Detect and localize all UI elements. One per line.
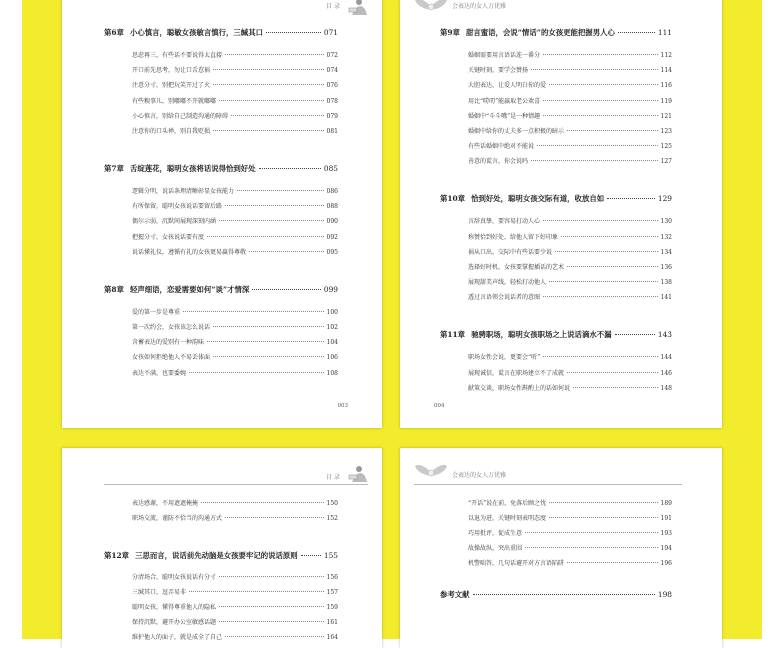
dot-leader: [573, 387, 658, 388]
section-entry[interactable]: [468, 498, 672, 507]
page-header: 目 录: [326, 474, 340, 481]
section-entry[interactable]: [468, 80, 672, 89]
section-page: 086: [326, 188, 338, 195]
dot-leader: [549, 281, 658, 282]
section-page: 072: [326, 52, 338, 59]
dot-leader: [531, 160, 658, 161]
section-page: 102: [326, 324, 338, 331]
section-page: 114: [660, 67, 672, 75]
dot-leader: [543, 54, 658, 55]
dot-leader: [213, 84, 324, 85]
section-title: 祸从口出，交际中有些话要少说: [468, 248, 553, 256]
section-title: 偶尔示弱，沉默间展现深刻内涵: [132, 218, 217, 226]
section-page: 196: [660, 560, 672, 567]
section-title: 婚姻需要用言语话连一番分: [468, 52, 541, 59]
section-title: 用比“唠叨”能赢取老公欢喜: [468, 97, 541, 105]
section-entry[interactable]: [132, 352, 338, 361]
chapter-title: 舌绽莲花，聪明女孩将话说得恰到好处: [129, 164, 256, 173]
section-title: 表达感谢，不用遮遮掩掩: [132, 500, 199, 507]
dot-leader: [525, 547, 658, 548]
section-entry[interactable]: [132, 587, 338, 596]
section-entry[interactable]: [468, 543, 672, 552]
section-title: 以退为进，关键时刻表明态度: [468, 515, 547, 522]
section-entry[interactable]: [132, 247, 338, 256]
section-title: “开话”说在前，免落后顾之忧: [468, 500, 547, 507]
section-entry[interactable]: [132, 513, 338, 522]
section-entry[interactable]: [468, 111, 672, 120]
toc-page-bottom-left: [62, 448, 382, 648]
section-entry[interactable]: [132, 126, 338, 135]
dot-leader: [537, 145, 658, 146]
section-entry[interactable]: [468, 96, 672, 105]
section-title: 关键时刻，要学会赞扬: [468, 67, 529, 75]
section-page: 121: [660, 112, 672, 120]
section-page: 092: [326, 233, 338, 241]
section-page: 106: [326, 354, 338, 362]
reading-person-icon: [346, 0, 368, 15]
header-rule: [104, 484, 368, 485]
dot-leader: [213, 69, 324, 70]
section-page: 112: [660, 52, 672, 59]
section-entry[interactable]: [468, 50, 672, 59]
page-header: 会表达的女人万优雅: [452, 3, 507, 10]
chapter-title: 驰骋职场，聪明女孩职场之上说话滴水不漏: [471, 330, 612, 340]
section-page: 078: [326, 97, 338, 105]
dot-leader: [231, 115, 324, 116]
section-page: 146: [660, 369, 672, 377]
section-title: 善意的谎言，你会说吗: [468, 158, 529, 166]
dot-leader: [549, 84, 658, 85]
section-title: 机警咄答，几句话避开对方言语陷阱: [468, 560, 565, 567]
section-page: 074: [326, 67, 338, 75]
section-page: 125: [660, 143, 672, 151]
section-entry[interactable]: [132, 65, 338, 74]
section-page: 108: [326, 369, 338, 377]
dot-leader: [607, 198, 655, 199]
section-entry[interactable]: [468, 277, 672, 286]
section-entry[interactable]: [132, 186, 338, 195]
chapter-entry[interactable]: [104, 27, 338, 38]
section-title: 把握分寸，女孩说话要有度: [132, 233, 205, 241]
section-page: 076: [326, 82, 338, 90]
section-page: 194: [660, 545, 672, 552]
section-page: 127: [660, 158, 672, 166]
section-title: 表达不满，也要委婉: [132, 369, 187, 377]
dot-leader: [615, 334, 655, 335]
chapter-number: 第11章: [440, 330, 466, 340]
dot-leader: [213, 356, 324, 357]
chapter-page: 143: [657, 330, 672, 340]
section-entry[interactable]: [468, 383, 672, 392]
section-entry[interactable]: [132, 50, 338, 59]
dot-leader: [567, 562, 658, 563]
dot-leader: [183, 311, 324, 312]
section-entry[interactable]: [468, 216, 672, 225]
dot-leader: [259, 168, 321, 169]
section-title: 巧用批评，促成生意: [468, 530, 523, 537]
chapter-page: 129: [657, 194, 672, 204]
section-title: 注意分寸，别把玩笑开过了火: [132, 82, 211, 90]
chapter-number: 第7章: [104, 164, 124, 173]
section-page: 119: [660, 97, 672, 105]
dot-leader: [555, 251, 658, 252]
dot-leader: [213, 326, 324, 327]
section-title: 聪明女孩，懂得尊重他人的隐私: [132, 604, 217, 611]
section-entry[interactable]: [468, 232, 672, 241]
section-page: 148: [660, 384, 672, 392]
section-title: 爱的第一步是尊重: [132, 308, 181, 316]
header-rule: [414, 484, 682, 485]
chapter-entry[interactable]: [104, 550, 338, 561]
toc-page-top-right: [400, 0, 722, 428]
references-page: 198: [657, 590, 672, 599]
section-entry[interactable]: [468, 141, 672, 150]
dot-leader: [301, 555, 321, 556]
reading-person-icon: [346, 464, 368, 482]
chapter-page: 155: [323, 551, 338, 560]
dot-leader: [567, 130, 658, 131]
angel-wings-icon: [414, 0, 448, 16]
section-title: 小心慎言，别给自己制造沟通的障碍: [132, 112, 229, 120]
section-entry[interactable]: [468, 368, 672, 377]
section-title: 选择好时机，女孩要掌握插话的艺术: [468, 264, 565, 271]
dot-leader: [549, 502, 657, 503]
dot-leader: [207, 236, 324, 237]
section-title: 透过言语领会说话者的意图: [468, 294, 541, 302]
chapter-entry[interactable]: [440, 193, 672, 204]
section-page: 161: [326, 619, 338, 626]
dot-leader: [618, 32, 655, 33]
dot-leader: [189, 372, 324, 373]
dot-leader: [237, 190, 324, 191]
section-title: 思虑再三，有些话不要说得太直接: [132, 52, 223, 59]
page-header: 会表达的女人万优雅: [452, 472, 507, 479]
section-page: 138: [660, 279, 672, 287]
dot-leader: [543, 296, 658, 297]
section-title: 女孩如何拒绝他人不易丢体面: [132, 354, 211, 362]
section-title: 保持沉默，避开办公室敏感话题: [132, 619, 217, 626]
dot-leader: [189, 591, 324, 592]
dot-leader: [567, 266, 658, 267]
chapter-page: 071: [323, 28, 338, 37]
dot-leader: [201, 502, 324, 503]
section-entry[interactable]: [132, 498, 338, 507]
section-title: 有些糗事儿，别嘟嘟不开就嘟嘟: [132, 97, 217, 105]
section-title: 注意你的口头禅，别自我贬损: [132, 128, 211, 135]
dot-leader: [543, 220, 658, 221]
section-title: 开口前先思考，勿让口舌惹祸: [132, 67, 211, 75]
chapter-title: 轻声细语，恋爱需要如何“谈”才情深: [129, 284, 250, 294]
section-entry[interactable]: [468, 528, 672, 537]
references-entry[interactable]: [440, 589, 672, 600]
chapter-entry[interactable]: [440, 329, 672, 340]
section-title: 分清场合，聪明女孩说话有分寸: [132, 574, 217, 581]
section-title: 言辞真挚，要容易打动人心: [468, 218, 541, 226]
section-title: 大胆表达，让爱人明白你的爱: [468, 82, 547, 90]
toc-page-bottom-right: [400, 448, 722, 648]
dot-leader: [252, 289, 321, 290]
dot-leader: [225, 517, 324, 518]
chapter-number: 第6章: [104, 28, 124, 37]
dot-leader: [525, 532, 658, 533]
section-title: 展现诚信，谎言在职场建立不了成就: [468, 369, 565, 377]
chapter-page: 085: [323, 164, 338, 173]
section-title: 三缄其口，逗弄易非: [132, 589, 187, 596]
section-title: 献策交谈，职场女性斟酌上的话如何说: [468, 384, 571, 392]
chapter-title: 甜言蜜语，会说“情话”的女孩更能把握男人心: [465, 28, 615, 37]
section-title: 故操故纵，突出重围: [468, 545, 523, 552]
section-page: 088: [326, 203, 338, 211]
dot-leader: [219, 576, 324, 577]
dot-leader: [219, 621, 324, 622]
section-entry[interactable]: [132, 96, 338, 105]
references-title: 参考文献: [440, 590, 470, 599]
section-title: 职场交流，谨防不恰当的沟通方式: [132, 515, 223, 522]
section-page: 130: [660, 218, 672, 226]
section-entry[interactable]: [468, 247, 672, 256]
page-number: 004: [434, 403, 445, 409]
dot-leader: [531, 69, 658, 70]
section-entry[interactable]: [132, 337, 338, 346]
dot-leader: [266, 32, 321, 33]
page-header: 目 录: [326, 3, 340, 10]
section-page: 164: [326, 634, 338, 641]
section-page: 159: [326, 604, 338, 611]
section-page: 095: [326, 248, 338, 256]
section-page: 132: [660, 233, 672, 241]
section-entry[interactable]: [132, 617, 338, 626]
section-entry[interactable]: [132, 368, 338, 377]
chapter-number: 第12章: [104, 551, 130, 560]
section-entry[interactable]: [132, 216, 338, 225]
chapter-page: 111: [657, 28, 672, 37]
angel-wings-icon: [414, 460, 448, 482]
section-title: 有些话婚姻中绝对不能说: [468, 143, 535, 151]
section-page: 144: [660, 354, 672, 362]
section-title: 婚姻中给你的丈夫多一点积极的暗示: [468, 128, 565, 135]
chapter-entry[interactable]: [104, 163, 338, 174]
section-entry[interactable]: [468, 558, 672, 567]
section-title: 维护他人的面子，就是成全了自己: [132, 634, 223, 641]
section-page: 090: [326, 218, 338, 226]
section-entry[interactable]: [132, 232, 338, 241]
chapter-entry[interactable]: [440, 27, 672, 38]
section-page: 191: [660, 515, 672, 522]
section-title: 说话懂礼仪，遵循有礼的女孩更易赢得尊敬: [132, 248, 247, 256]
section-page: 150: [326, 500, 338, 507]
section-page: 157: [326, 589, 338, 596]
section-entry[interactable]: [468, 513, 672, 522]
section-entry[interactable]: [468, 352, 672, 361]
section-page: 104: [326, 339, 338, 347]
dot-leader: [549, 517, 658, 518]
section-entry[interactable]: [468, 156, 672, 165]
section-page: 136: [660, 264, 672, 271]
section-title: 婚姻中“斗斗嘴”是一种情趣: [468, 112, 541, 120]
chapter-number: 第9章: [440, 28, 460, 37]
chapter-page: 099: [323, 284, 338, 294]
dot-leader: [249, 251, 324, 252]
chapter-title: 三思而言，说话前先动脑是女孩要牢记的说话原则: [135, 551, 298, 560]
section-title: 称赞恰到好处，给他人留下好印象: [468, 233, 559, 241]
dot-leader: [213, 130, 324, 131]
toc-page-top-left: [62, 0, 382, 428]
chapter-number: 第10章: [440, 194, 466, 204]
chapter-title: 恰到好处，聪明女孩交际有道，收放自如: [471, 194, 605, 204]
section-page: 100: [326, 308, 338, 316]
dot-leader: [207, 341, 324, 342]
dot-leader: [225, 636, 324, 637]
dot-leader: [219, 100, 324, 101]
chapter-title: 小心慎言，聪敏女孩敏言慎行，三缄其口: [129, 28, 263, 37]
section-page: 116: [660, 82, 672, 90]
section-entry[interactable]: [132, 322, 338, 331]
section-title: 含蓄表达的爱别有一种韵味: [132, 339, 205, 347]
section-page: 152: [326, 515, 338, 522]
chapter-number: 第8章: [104, 284, 124, 294]
dot-leader: [543, 100, 657, 101]
dot-leader: [225, 205, 324, 206]
section-page: 189: [660, 500, 672, 507]
section-entry[interactable]: [468, 292, 672, 301]
section-entry[interactable]: [132, 80, 338, 89]
section-page: 081: [326, 128, 338, 135]
section-page: 079: [326, 112, 338, 120]
section-entry[interactable]: [132, 201, 338, 210]
dot-leader: [473, 594, 655, 595]
section-entry[interactable]: [468, 262, 672, 271]
section-entry[interactable]: [468, 65, 672, 74]
section-entry[interactable]: [132, 307, 338, 316]
section-page: 141: [660, 294, 672, 302]
page-number: 003: [337, 403, 348, 409]
dot-leader: [543, 115, 657, 116]
section-page: 134: [660, 248, 672, 256]
dot-leader: [543, 356, 657, 357]
section-title: 展现甜美声线，轻松打动他人: [468, 279, 547, 287]
section-entry[interactable]: [132, 602, 338, 611]
section-title: 逻辑分明，说话条理清晰彰显女孩能力: [132, 188, 235, 195]
dot-leader: [225, 54, 324, 55]
section-entry[interactable]: [468, 126, 672, 135]
section-page: 193: [660, 530, 672, 537]
section-title: 职场女性会说，更要会“听”: [468, 354, 541, 362]
section-page: 156: [326, 574, 338, 581]
section-entry[interactable]: [132, 111, 338, 120]
dot-leader: [219, 220, 324, 221]
section-title: 有所保留，聪明女孩说话要留后路: [132, 203, 223, 211]
dot-leader: [561, 236, 658, 237]
section-title: 第一次约会，女孩该怎么说话: [132, 324, 211, 331]
dot-leader: [567, 372, 658, 373]
section-entry[interactable]: [132, 572, 338, 581]
chapter-entry[interactable]: [104, 284, 338, 295]
section-entry[interactable]: [132, 632, 338, 641]
dot-leader: [219, 606, 324, 607]
section-page: 123: [660, 128, 672, 135]
